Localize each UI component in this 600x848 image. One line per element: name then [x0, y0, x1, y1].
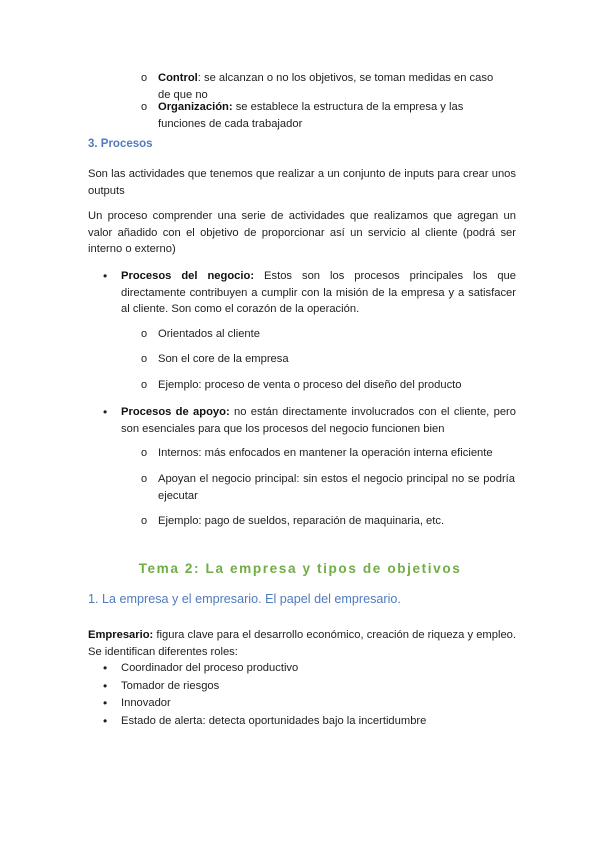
circle-bullet-icon: o — [141, 72, 148, 84]
circle-bullet-icon: o — [141, 515, 148, 527]
list-item: o Organización: se establece la estructura de la empresa y las funciones de cada trabajador — [141, 101, 464, 130]
section-heading: 3. Procesos — [88, 138, 153, 150]
paragraph: Son las actividades que tenemos que realizar a un conjunto de inputs para crear unos outputs — [88, 168, 516, 197]
term-control: Control — [158, 72, 198, 84]
chapter-title: Tema 2: La empresa y tipos de objetivos — [138, 561, 462, 576]
term-organizacion: Organización: — [158, 101, 233, 113]
list-item: • Procesos de apoyo: no están directamente involucrados con el cliente, pero son esenciales para que los procesos del negocio funcionen bien — [103, 405, 516, 435]
section-heading: 1. La empresa y el empresario. El papel del empresario. — [88, 592, 401, 606]
bullet-icon: • — [103, 661, 108, 675]
bullet-icon: • — [103, 714, 108, 728]
list-item: o Ejemplo: pago de sueldos, reparación de maquinaria, etc. — [141, 513, 521, 530]
list-item: o Orientados al cliente — [141, 326, 521, 343]
list-item: o Apoyan el negocio principal: sin estos el negocio principal no se podría ejecutar — [141, 473, 515, 502]
list-item: • Procesos del negocio: Estos son los procesos principales los que directamente contribuyen a cumplir con la misión de la empresa y a satisfacer al cliente. Son como el corazón de la operación. — [103, 269, 516, 315]
circle-bullet-icon: o — [141, 447, 148, 459]
circle-bullet-icon: o — [141, 101, 148, 113]
list-item: • Coordinador del proceso productivo — [103, 661, 299, 675]
paragraph: Un proceso comprender una serie de actividades que realizamos que agregan un valor añadido con el objetivo de proporcionar así un servicio al cliente (podrá ser interno o externo) — [88, 210, 516, 255]
circle-bullet-icon: o — [141, 328, 148, 340]
bullet-icon: • — [103, 269, 108, 283]
paragraph: Empresario: figura clave para el desarrollo económico, creación de riqueza y empleo. Se identifican diferentes roles: — [88, 629, 516, 658]
list-item: • Estado de alerta: detecta oportunidades bajo la incertidumbre — [103, 714, 427, 728]
circle-bullet-icon: o — [141, 379, 148, 391]
circle-bullet-icon: o — [141, 473, 148, 485]
list-item: o Son el core de la empresa — [141, 351, 521, 368]
list-item: o Ejemplo: proceso de venta o proceso del diseño del producto — [141, 377, 521, 394]
circle-bullet-icon: o — [141, 353, 148, 365]
list-item: o Internos: más enfocados en mantener la operación interna eficiente — [141, 445, 521, 462]
list-item: o Control: se alcanzan o no los objetivos, se toman medidas en caso de que no — [141, 72, 494, 101]
bullet-icon: • — [103, 405, 108, 419]
bullet-icon: • — [103, 696, 108, 710]
list-item: • Innovador — [103, 696, 171, 710]
list-item: • Tomador de riesgos — [103, 679, 220, 693]
bullet-icon: • — [103, 679, 108, 693]
